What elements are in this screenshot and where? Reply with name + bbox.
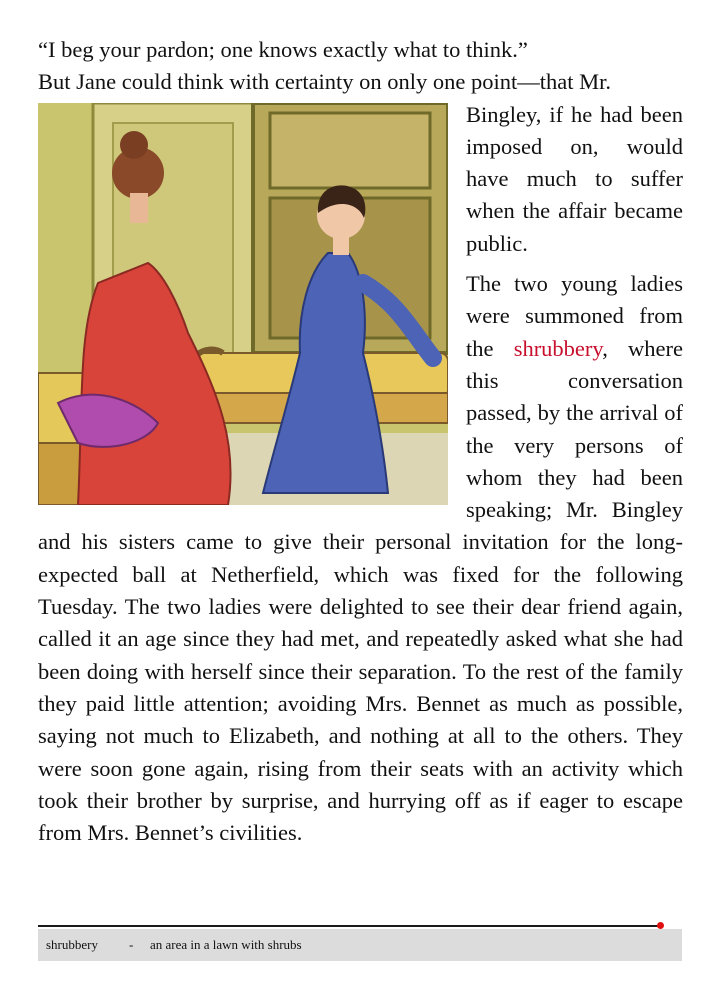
story-text bbox=[38, 34, 683, 849]
glossary-dash: - bbox=[129, 937, 134, 952]
rule-dot bbox=[657, 922, 664, 929]
glossary-box bbox=[38, 929, 682, 961]
quote-line: “I beg your pardon; one knows exactly what to think.” bbox=[38, 37, 528, 62]
glossary-definition: an area in a lawn with shrubs bbox=[150, 937, 302, 952]
illustration-two-ladies bbox=[38, 103, 448, 505]
glossary-term: shrubbery bbox=[46, 937, 98, 952]
jane-lead-line: But Jane could think with certainty on only one point—that Mr. bbox=[38, 69, 612, 95]
footnote-rule bbox=[38, 925, 660, 927]
jane-rest-text: Bingley, if he had been imposed on, would have much to suffer when the affair became public. bbox=[466, 101, 683, 256]
glossary-term-highlight: shrubbery bbox=[513, 335, 603, 361]
ladies-after: , where this conversation passed, by the arrival of the very persons of whom they had been speaking; Mr. Bingley and his sisters came to give their personal invitation for the long-expected ball at Netherfield, which was fixed for the following Tuesday. The two ladies were delighted to see their dear friend again, called it an age since they had met, and repeatedly asked what she had been doing with herself since their separation. To the rest of the family they paid little attention; avoiding Mrs. Bennet as much as possible, saying not much to Elizabeth, and nothing at all to the others. They were soon gone again, rising from their seats with an activity which took their brother by surprise, and hurrying off as if eager to escape from Mrs. Bennet’s civilities. bbox=[38, 335, 683, 846]
ladies-before: The two young ladies were summoned from the bbox=[466, 271, 683, 361]
